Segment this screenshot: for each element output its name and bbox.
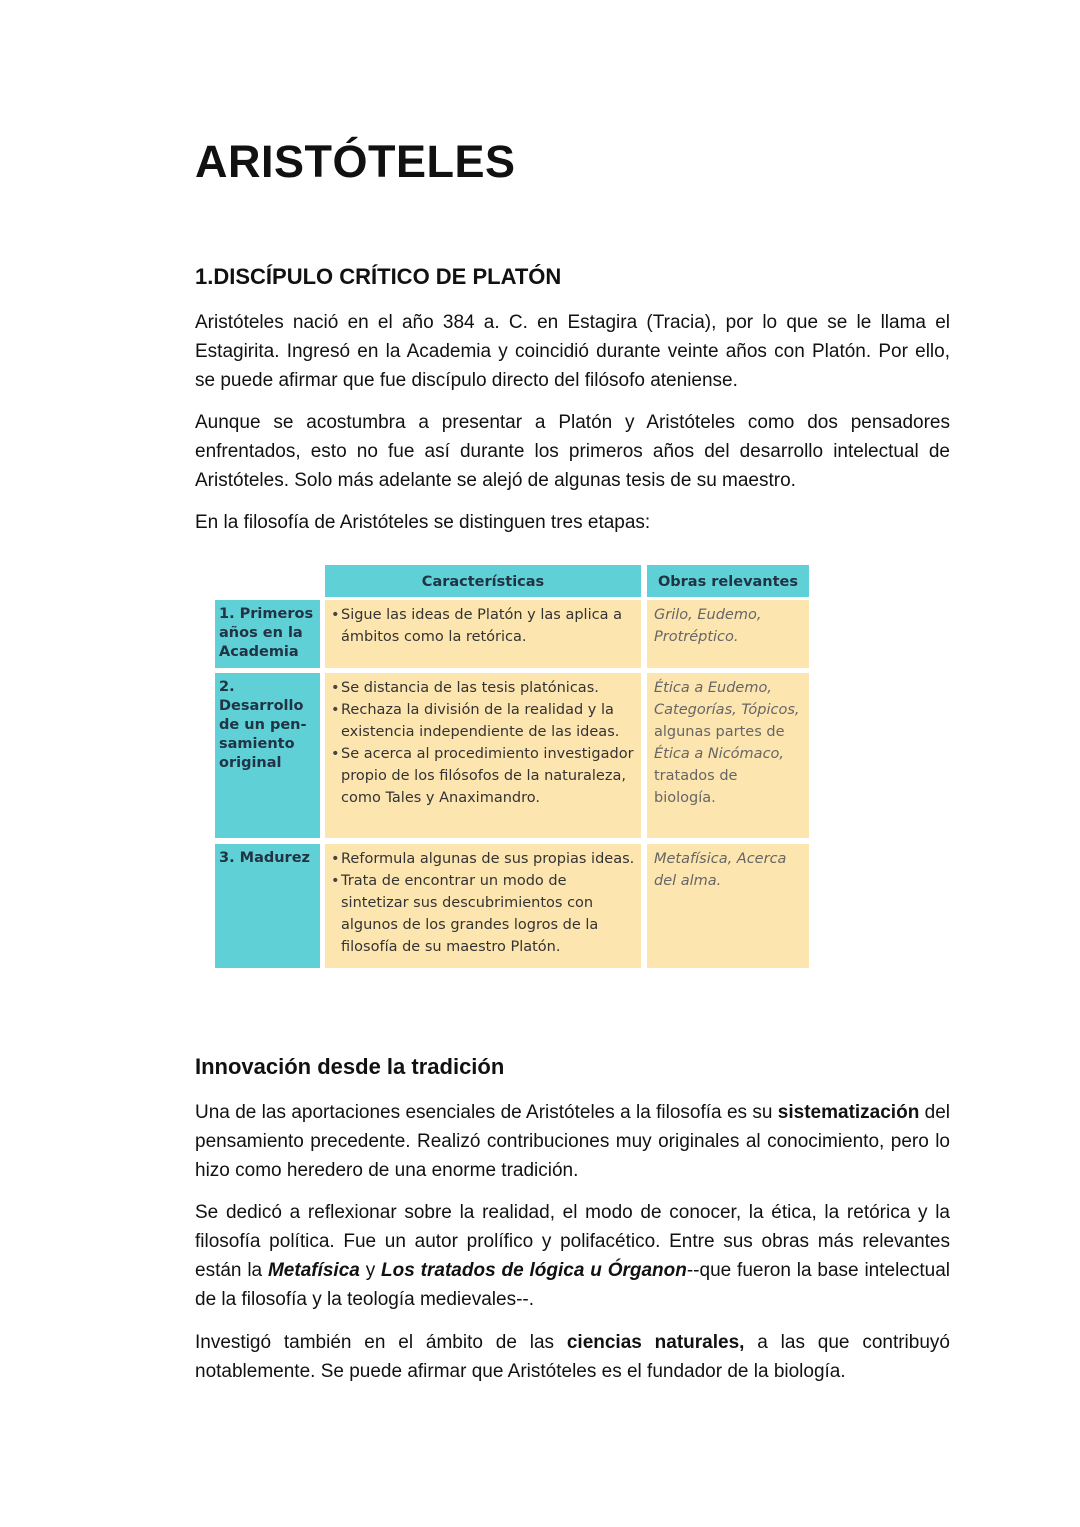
works-cell bbox=[647, 600, 809, 668]
text: Una de las aportaciones esenciales de Aristóteles a la filosofía es su bbox=[195, 1102, 778, 1123]
bullet-item: • Rechaza la división de la realidad y la existencia independiente de las ideas. bbox=[341, 699, 635, 743]
works-cell bbox=[647, 844, 809, 968]
page-title: ARISTÓTELES bbox=[195, 136, 516, 187]
bullet-item: • Sigue las ideas de Platón y las aplica a ámbitos como la retórica. bbox=[341, 604, 635, 648]
stage-label: 3. Madurez bbox=[215, 844, 320, 968]
bold-text: sistematización bbox=[777, 1102, 920, 1123]
text: y bbox=[359, 1260, 382, 1281]
bold-italic-text: Los tratados de lógica u Órganon bbox=[381, 1260, 687, 1281]
characteristics-cell bbox=[325, 673, 641, 838]
header-characteristics: Características bbox=[325, 565, 641, 597]
paragraph: Aunque se acostumbra a presentar a Platón y Aristóteles como dos pensadores enfrentados, esto no fue así durante los primeros años del desarrollo intelectual de Aristóteles. Solo más adelante se alejó de algunas tesis de su maestro. bbox=[195, 412, 950, 491]
paragraph bbox=[195, 1098, 950, 1185]
characteristics-cell bbox=[325, 844, 641, 968]
work-title: Ética a Nicómaco, bbox=[654, 746, 785, 762]
section-heading: Innovación desde la tradición bbox=[195, 1054, 505, 1079]
text: Se dedicó a reflexionar sobre la realidad, el modo de conocer, la ética, la retórica y la filosofía política. Fue un autor prolífico y polifacético. Entre sus obras más relevantes están la bbox=[195, 1202, 950, 1281]
text: del pensamiento precedente. Realizó contribuciones muy originales al conocimiento, pero lo hizo como heredero de una enorme tradición. bbox=[195, 1102, 951, 1181]
paragraph: Aristóteles nació en el año 384 a. C. en Estagira (Tracia), por lo que se le llama el Estagirita. Ingresó en la Academia y coincidió durante veinte años con Platón. Por ello, se puede afirmar que fue discípulo directo del filósofo ateniense. bbox=[195, 312, 950, 391]
paragraph: En la filosofía de Aristóteles se distinguen tres etapas: bbox=[195, 512, 651, 533]
stage-label: 2. Desarrollo de un pen- samiento original bbox=[215, 673, 320, 838]
text: tratados de biología. bbox=[654, 768, 738, 806]
header-works: Obras relevantes bbox=[647, 565, 809, 597]
text: Investigó también en el ámbito de las bbox=[195, 1332, 567, 1353]
text: --que fueron la base intelectual de la filosofía y la teología medievales--. bbox=[195, 1260, 951, 1310]
paragraph bbox=[195, 1328, 950, 1386]
text: a las que contribuyó notablemente. Se puede afirmar que Aristóteles es el fundador de la biología. bbox=[195, 1332, 950, 1382]
paragraph bbox=[195, 1198, 950, 1314]
work-title: Grilo, Eudemo, Protréptico. bbox=[654, 607, 762, 645]
bold-italic-text: Metafísica bbox=[267, 1260, 360, 1281]
work-title: Metafísica, Acerca del alma. bbox=[654, 851, 787, 889]
characteristics-cell bbox=[325, 600, 641, 668]
work-title: Ética a Eudemo, Categorías, Tópicos, bbox=[654, 680, 800, 718]
works-cell bbox=[647, 673, 809, 838]
bullet-item: • Se acerca al procedimiento investigador propio de los filósofos de la naturaleza, como Tales y Anaximandro. bbox=[341, 743, 635, 809]
stage-label: 1. Primeros años en la Academia bbox=[215, 600, 320, 668]
section-heading: 1.DISCÍPULO CRÍTICO DE PLATÓN bbox=[195, 264, 562, 289]
bullet-item: • Se distancia de las tesis platónicas. bbox=[341, 677, 635, 699]
bullet-item: • Trata de encontrar un modo de sintetizar sus descubrimientos con algunos de los grandes logros de la filosofía de su maestro Platón. bbox=[341, 870, 635, 958]
bullet-item: • Reformula algunas de sus propias ideas. bbox=[341, 848, 635, 870]
bold-text: ciencias naturales, bbox=[566, 1332, 745, 1353]
text: algunas partes de bbox=[654, 724, 785, 740]
